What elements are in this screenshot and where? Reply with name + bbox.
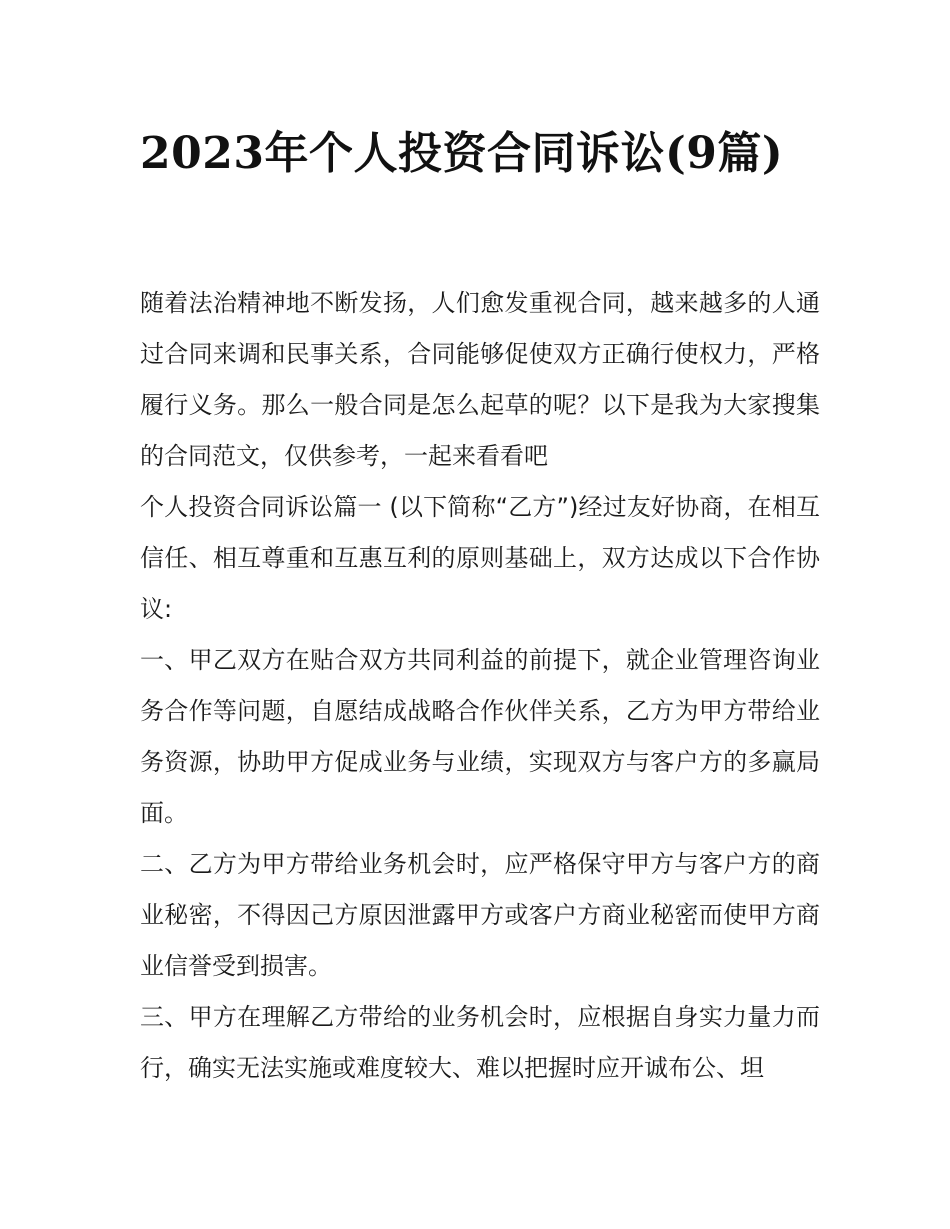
document-body (140, 278, 820, 1094)
paragraph-clause-1: 一、甲乙双方在贴合双方共同利益的前提下，就企业管理咨询业务合作等问题，自愿结成战略合作伙伴关系，乙方为甲方带给业务资源，协助甲方促成业务与业绩，实现双方与客户方的多赢局面。 (140, 646, 820, 827)
paragraph-clause-2: 二、乙方为甲方带给业务机会时，应严格保守甲方与客户方的商业秘密，不得因己方原因泄露甲方或客户方商业秘密而使甲方商业信誉受到损害。 (140, 850, 820, 980)
paragraph-clause-3: 三、甲方在理解乙方带给的业务机会时，应根据自身实力量力而行，确实无法实施或难度较大、难以把握时应开诚布公、坦 (140, 1003, 820, 1082)
paragraph-preamble: 个人投资合同诉讼篇一 (以下简称“乙方”)经过友好协商，在相互信任、相互尊重和互惠互利的原则基础上，双方达成以下合作协议: (140, 493, 820, 623)
document-title: 2023年个人投资合同诉讼(9篇) (140, 128, 784, 179)
paragraph-intro: 随着法治精神地不断发扬，人们愈发重视合同，越来越多的人通过合同来调和民事关系，合同能够促使双方正确行使权力，严格履行义务。那么一般合同是怎么起草的呢？以下是我为大家搜集的合同范文，仅供参考，一起来看看吧 (140, 289, 820, 470)
